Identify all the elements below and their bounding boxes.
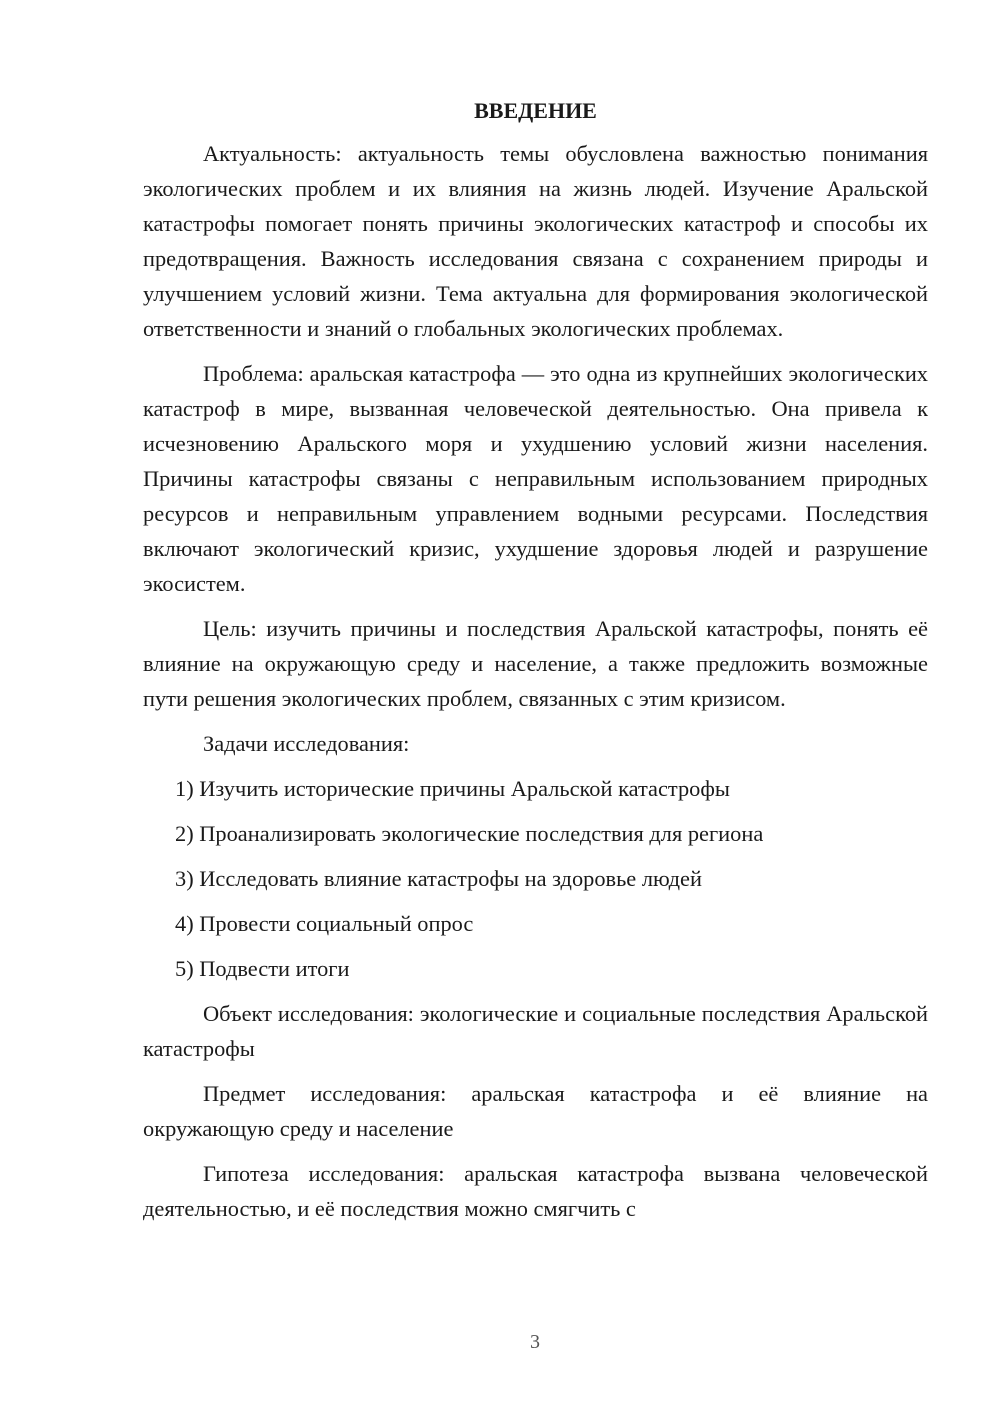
tasks-list (143, 771, 928, 986)
relevance-paragraph: Актуальность: актуальность темы обусловлена важностью понимания экологических проблем и их влияния на жизнь людей. Изучение Аральской катастрофы помогает понять причины экологических катастроф и способы их предотвращения. Важность исследования связана с сохранением природы и улучшением условий жизни. Тема актуальна для формирования экологической ответственности и знаний о глобальных экологических проблемах. (143, 141, 928, 341)
task-item-1: 1) Изучить исторические причины Аральской катастрофы (175, 776, 730, 801)
task-item-5: 5) Подвести итоги (175, 956, 350, 981)
page-number: 3 (530, 1331, 540, 1353)
page-content (143, 93, 928, 1234)
goal-paragraph: Цель: изучить причины и последствия Аральской катастрофы, понять её влияние на окружающую среду и население, а также предложить возможные пути решения экологических проблем, связанных с этим кризисом. (143, 616, 928, 711)
tasks-heading: Задачи исследования: (203, 731, 410, 756)
hypothesis-paragraph: Гипотеза исследования: аральская катастрофа вызвана человеческой деятельностью, и её последствия можно смягчить с (143, 1161, 928, 1221)
task-item-4: 4) Провести социальный опрос (175, 911, 474, 936)
task-item-3: 3) Исследовать влияние катастрофы на здоровье людей (175, 866, 702, 891)
section-title: ВВЕДЕНИЕ (474, 98, 597, 123)
object-paragraph: Объект исследования: экологические и социальные последствия Аральской катастрофы (143, 1001, 928, 1061)
problem-paragraph: Проблема: аральская катастрофа — это одна из крупнейших экологических катастроф в мире, вызванная человеческой деятельностью. Она привела к исчезновению Аральского моря и ухудшению условий жизни населения. Причины катастрофы связаны с неправильным использованием природных ресурсов и неправильным управлением водными ресурсами. Последствия включают экологический кризис, ухудшение здоровья людей и разрушение экосистем. (143, 361, 928, 596)
subject-paragraph: Предмет исследования: аральская катастрофа и её влияние на окружающую среду и население (143, 1081, 928, 1141)
task-item-2: 2) Проанализировать экологические последствия для региона (175, 821, 764, 846)
